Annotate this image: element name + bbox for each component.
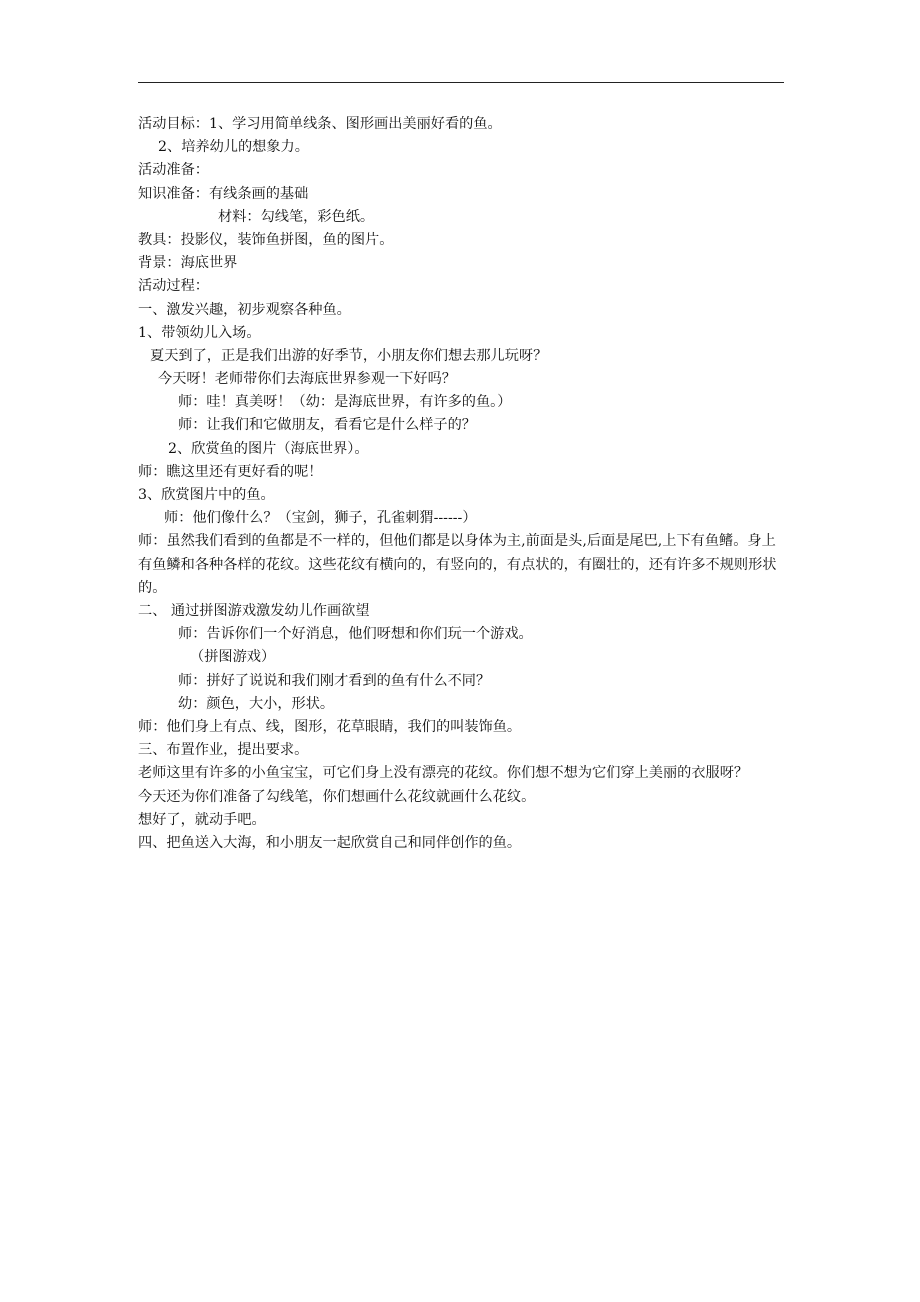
child-answer-line: 幼：颜色，大小，形状。 [178,695,335,712]
activity-preparation-heading: 活动准备： [138,162,209,179]
header-rule [138,82,784,83]
puzzle-game-note: （拼图游戏） [190,649,276,666]
teaching-aids-line: 教具：投影仪，装饰鱼拼图，鱼的图片。 [138,231,394,248]
teacher-compare-question: 师：拼好了说说和我们刚才看到的鱼有什么不同？ [178,672,491,689]
start-drawing-line: 想好了，就动手吧。 [138,811,266,828]
background-line: 背景：海底世界 [138,255,238,272]
section-four-heading: 四、把鱼送入大海，和小朋友一起欣赏自己和同伴创作的鱼。 [138,834,522,851]
step-2-heading: 2、欣赏鱼的图片（海底世界）。 [168,440,369,457]
document-body [138,113,788,855]
section-two-heading: 二、 通过拼图游戏激发幼儿作画欲望 [138,602,370,619]
section-one-heading: 一、激发兴趣，初步观察各种鱼。 [138,301,351,318]
decorative-fish-line: 师：他们身上有点、线，图形，花草眼睛，我们的叫装饰鱼。 [138,718,522,735]
teacher-game-news: 师：告诉你们一个好消息，他们呀想和你们玩一个游戏。 [178,626,533,643]
pen-preparation-line: 今天还为你们准备了勾线笔，你们想画什么花纹就画什么花纹。 [138,788,536,805]
knowledge-preparation: 知识准备：有线条画的基础 [138,185,309,202]
teacher-look-line: 师：瞧这里还有更好看的呢！ [138,463,323,480]
teacher-invitation-line: 今天呀！老师带你们去海底世界参观一下好吗？ [158,371,456,388]
step-1-heading: 1、带领幼儿入场。 [138,324,261,341]
activity-process-heading: 活动过程： [138,278,209,295]
activity-goal-2: 2、培养幼儿的想象力。 [158,139,309,156]
teacher-intro-line: 夏天到了，正是我们出游的好季节，小朋友你们想去那儿玩呀？ [150,347,548,364]
teacher-dialogue-wow: 师：哇！真美呀！（幼：是海底世界，有许多的鱼。） [178,394,512,411]
step-3-heading: 3、欣赏图片中的鱼。 [138,487,275,503]
materials-line: 材料：勾线笔，彩色纸。 [218,208,375,225]
assignment-paragraph: 老师这里有许多的小鱼宝宝，可它们身上没有漂亮的花纹。你们想不想为它们穿上美丽的衣服呀？ [138,765,749,782]
teacher-explanation-paragraph: 师：虽然我们看到的鱼都是不一样的，但他们都是以身体为主,前面是头,后面是尾巴,上下有鱼鳍。身上有鱼鳞和各种各样的花纹。这些花纹有横向的，有竖向的，有点状的，有圈壮的，还有许多不规则形状的。 [138,533,777,596]
teacher-dialogue-friends: 师：让我们和它做朋友，看看它是什么样子的？ [178,417,476,434]
activity-goal-1: 活动目标：1、学习用简单线条、图形画出美丽好看的鱼。 [138,116,502,132]
teacher-question-line: 师：他们像什么？（宝剑，狮子，孔雀刺猬------） [164,510,477,527]
section-three-heading: 三、布置作业，提出要求。 [138,742,309,759]
